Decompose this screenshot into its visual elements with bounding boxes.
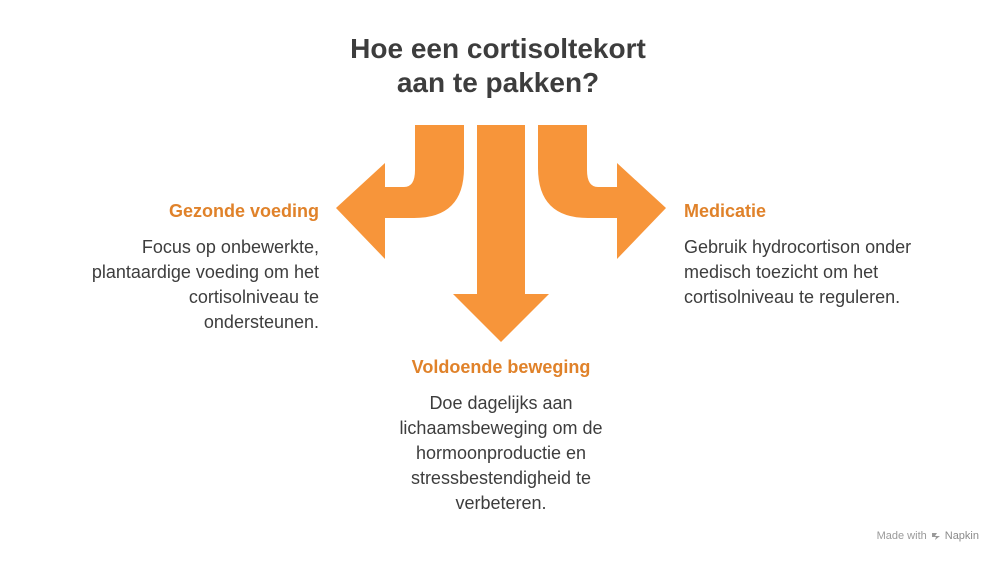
made-with-label: Made with xyxy=(876,530,927,542)
description-line: lichaamsbeweging om de xyxy=(399,418,603,438)
left-arrow-icon xyxy=(336,125,464,259)
down-arrow-icon xyxy=(453,125,549,342)
description-line: ondersteunen. xyxy=(203,312,319,332)
description-line: stressbestendigheid te xyxy=(410,468,592,488)
description-line: Focus op onbewerkte, xyxy=(141,237,319,257)
title-line-1: Hoe een cortisoltekort xyxy=(350,33,646,64)
right-arrow-icon xyxy=(538,125,666,259)
made-with-napkin-badge xyxy=(877,528,979,544)
option-heading-gezonde-voeding: Gezonde voeding xyxy=(168,201,319,221)
description-line: medisch toezicht om het xyxy=(684,262,879,282)
napkin-brand-label: Napkin xyxy=(944,530,979,542)
description-line: cortisolniveau te xyxy=(188,287,319,307)
option-heading-voldoende-beweging: Voldoende beweging xyxy=(411,357,591,377)
description-line: plantaardige voeding om het xyxy=(91,262,319,282)
description-line: cortisolniveau te reguleren. xyxy=(684,287,901,307)
option-description-gezonde-voeding xyxy=(92,235,319,335)
option-description-medicatie xyxy=(684,235,911,310)
description-line: verbeteren. xyxy=(455,493,547,513)
option-heading-medicatie: Medicatie xyxy=(684,201,767,221)
description-line: hormoonproductie en xyxy=(415,443,587,463)
description-line: Doe dagelijks aan xyxy=(429,393,573,413)
description-line: Gebruik hydrocortison onder xyxy=(684,237,912,257)
title-line-2: aan te pakken? xyxy=(396,67,600,98)
option-description-voldoende-beweging xyxy=(301,391,701,516)
napkin-logo-icon xyxy=(931,531,941,541)
